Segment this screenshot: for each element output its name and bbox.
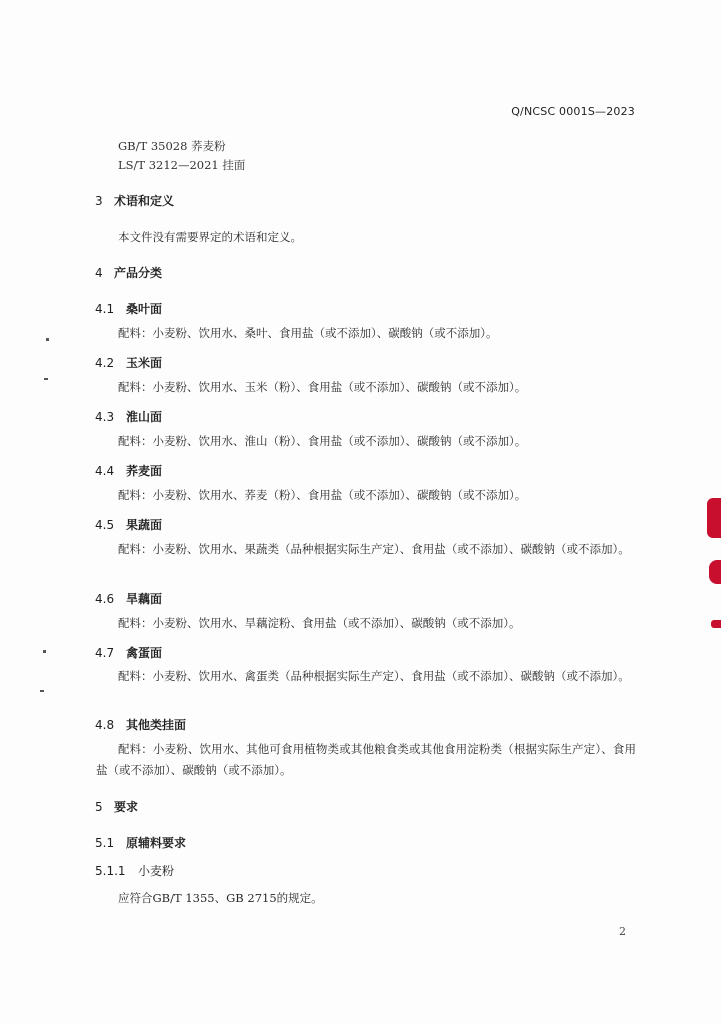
- seal-stamp-fragment: [709, 560, 721, 584]
- section-heading: 5 要求: [95, 800, 139, 814]
- subsection-heading: 5.1 原辅料要求: [95, 836, 187, 850]
- subsection-heading: 4.2 玉米面: [95, 356, 163, 370]
- reference-item: GB/T 35028 荞麦粉: [118, 139, 226, 153]
- scan-speck: [40, 690, 44, 692]
- ingredient-text: 配料：小麦粉、饮用水、其他可食用植物类或其他粮食类或其他食用淀粉类（根据实际生产定）、食用盐（或不添加）、碳酸钠（或不添加）。: [96, 742, 636, 777]
- scan-speck: [46, 338, 49, 341]
- ingredient-text: 配料：小麦粉、饮用水、果蔬类（品种根据实际生产定）、食用盐（或不添加）、碳酸钠（或不添加）。: [118, 542, 630, 556]
- ingredient-text: 配料：小麦粉、饮用水、禽蛋类（品种根据实际生产定）、食用盐（或不添加）、碳酸钠（或不添加）。: [118, 669, 630, 683]
- subsection-heading: 4.7 禽蛋面: [95, 646, 163, 660]
- section-body: 本文件没有需要界定的术语和定义。: [118, 230, 302, 244]
- subsubsection-heading: 5.1.1 小麦粉: [95, 864, 175, 878]
- ingredient-text: 配料：小麦粉、饮用水、桑叶、食用盐（或不添加）、碳酸钠（或不添加）。: [118, 326, 498, 340]
- seal-stamp-fragment: [711, 620, 721, 628]
- page-number: 2: [619, 925, 626, 938]
- subsection-heading: 4.1 桑叶面: [95, 302, 163, 316]
- seal-stamp-fragment: [707, 498, 721, 538]
- section-heading: 4 产品分类: [95, 266, 163, 280]
- scan-speck: [44, 378, 48, 380]
- ingredient-text: 配料：小麦粉、饮用水、旱藕淀粉、食用盐（或不添加）、碳酸钠（或不添加）。: [118, 616, 521, 630]
- subsection-heading: 4.5 果蔬面: [95, 518, 163, 532]
- section-heading: 3 术语和定义: [95, 194, 175, 208]
- reference-item: LS/T 3212—2021 挂面: [118, 158, 246, 172]
- ingredient-text: 配料：小麦粉、饮用水、淮山（粉）、食用盐（或不添加）、碳酸钠（或不添加）。: [118, 434, 527, 448]
- subsection-heading: 4.3 淮山面: [95, 410, 163, 424]
- subsection-heading: 4.4 荞麦面: [95, 464, 163, 478]
- requirement-text: 应符合GB/T 1355、GB 2715的规定。: [118, 891, 323, 905]
- ingredient-text: 配料：小麦粉、饮用水、玉米（粉）、食用盐（或不添加）、碳酸钠（或不添加）。: [118, 380, 527, 394]
- document-code: Q/NCSC 0001S—2023: [511, 105, 635, 118]
- subsection-heading: 4.8 其他类挂面: [95, 718, 187, 732]
- scan-speck: [43, 650, 46, 653]
- subsection-heading: 4.6 旱藕面: [95, 592, 163, 606]
- ingredient-text: 配料：小麦粉、饮用水、荞麦（粉）、食用盐（或不添加）、碳酸钠（或不添加）。: [118, 488, 527, 502]
